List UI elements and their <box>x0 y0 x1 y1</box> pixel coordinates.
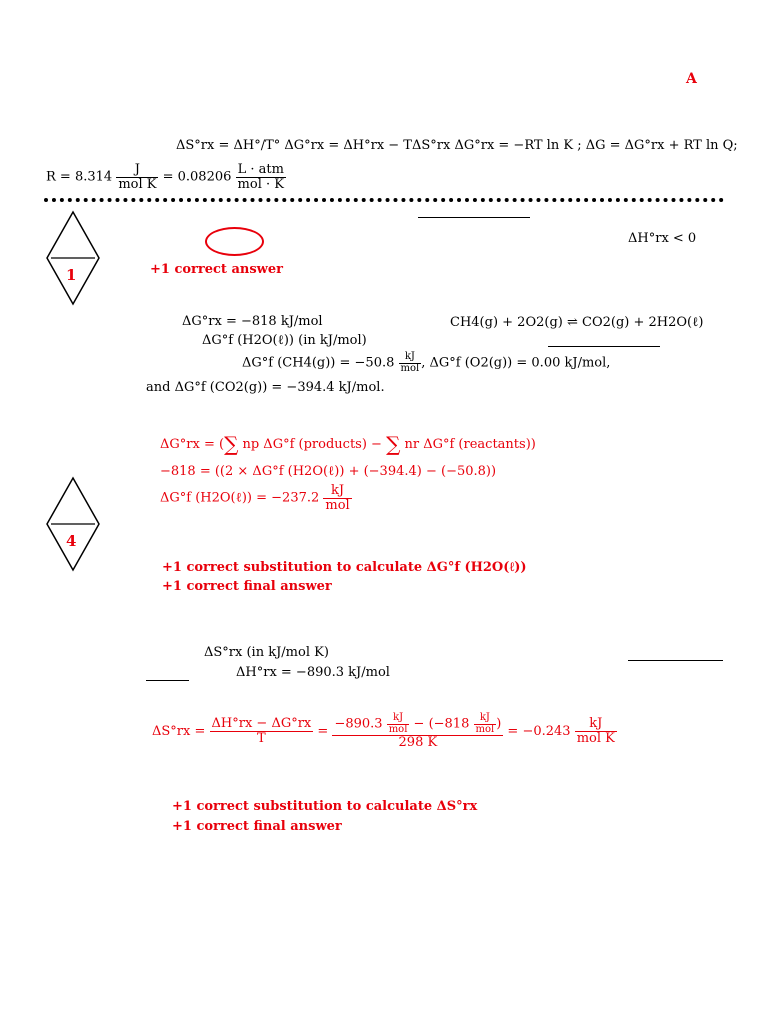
given-delta-h: ΔH°rx = −890.3 kJ/mol <box>236 665 390 680</box>
points-diamond-1 <box>45 210 101 306</box>
rubric-q1: +1 correct answer <box>150 262 283 277</box>
ask-delta-gf-water: ΔG°f (H2O(ℓ)) (in kJ/mol) <box>202 333 367 348</box>
version-label: A <box>686 71 697 87</box>
answer-blank-line-2 <box>548 346 660 347</box>
solution-q2-line1: ΔG°rx = (∑ np ΔG°f (products) − ∑ nr ΔG°f (reactants)) <box>160 432 536 456</box>
r-value-2: = 0.08206 <box>162 169 232 185</box>
r-unit-1: $\frac{J}{\text{mol K}}$ <box>118 162 157 192</box>
solution-q2-line3: ΔG°f (H2O(ℓ)) = −237.2 $\frac{kJ}{\text{mol}}$ <box>160 483 350 513</box>
answer-circle <box>205 227 264 256</box>
r-value: R = 8.314 <box>46 169 113 185</box>
answer-blank-line <box>418 217 530 218</box>
rubric-q3-2: +1 correct final answer <box>172 819 342 834</box>
rubric-q2-1: +1 correct substitution to calculate ΔG°f (H2O(ℓ)) <box>162 560 527 575</box>
solution-q2-line2: −818 = ((2 × ΔG°f (H2O(ℓ)) + (−394.4) − (−50.8)) <box>160 464 497 479</box>
gas-constant-line <box>46 163 286 191</box>
rubric-q2-2: +1 correct final answer <box>162 579 332 594</box>
given-delta-g: ΔG°rx = −818 kJ/mol <box>182 314 323 329</box>
enthalpy-condition: ΔH°rx < 0 <box>628 231 697 246</box>
rubric-q3-1: +1 correct substitution to calculate ΔS°rx <box>172 799 478 814</box>
given-ch4-o2: ΔG°f (CH4(g)) = −50.8 $\frac{kJ}{\text{mol}}$ , ΔG°f (O2(g)) = 0.00 kJ/mol, <box>242 351 611 374</box>
ask-delta-s: ΔS°rx (in kJ/mol K) <box>204 645 329 660</box>
points-value-1: 1 <box>66 266 77 284</box>
solution-q3: ΔS°rx = $\frac{\Delta H^\circ rx - \Delta G^\circ rx}{T}$ = −890.3 $\frac{kJ}{\text{mol}}$ − (−818 $\frac{kJ}{\text{mol}}$ ) 298 K = −0.243 $\frac{kJ}{\text{mol K}}$ <box>152 712 615 750</box>
r-unit-2: $\frac{\text{L · atm}}{\text{mol · K}}$ <box>237 162 284 192</box>
points-value-2: 4 <box>66 532 77 550</box>
equations-text: ΔS°rx = ΔH°/T° ΔG°rx = ΔH°rx − TΔS°rx ΔG°rx = −RT ln K ; ΔG = ΔG°rx + RT ln Q; <box>176 138 738 153</box>
equations-line <box>176 138 738 153</box>
separator-dotted-line <box>44 198 724 202</box>
reaction-equation: CH4(g) + 2O2(g) ⇌ CO2(g) + 2H2O(ℓ) <box>450 315 704 330</box>
points-diamond-2 <box>45 476 101 572</box>
given-co2: and ΔG°f (CO2(g)) = −394.4 kJ/mol. <box>146 380 385 395</box>
answer-blank-line-3 <box>628 660 723 661</box>
answer-blank-line-4 <box>146 680 189 681</box>
